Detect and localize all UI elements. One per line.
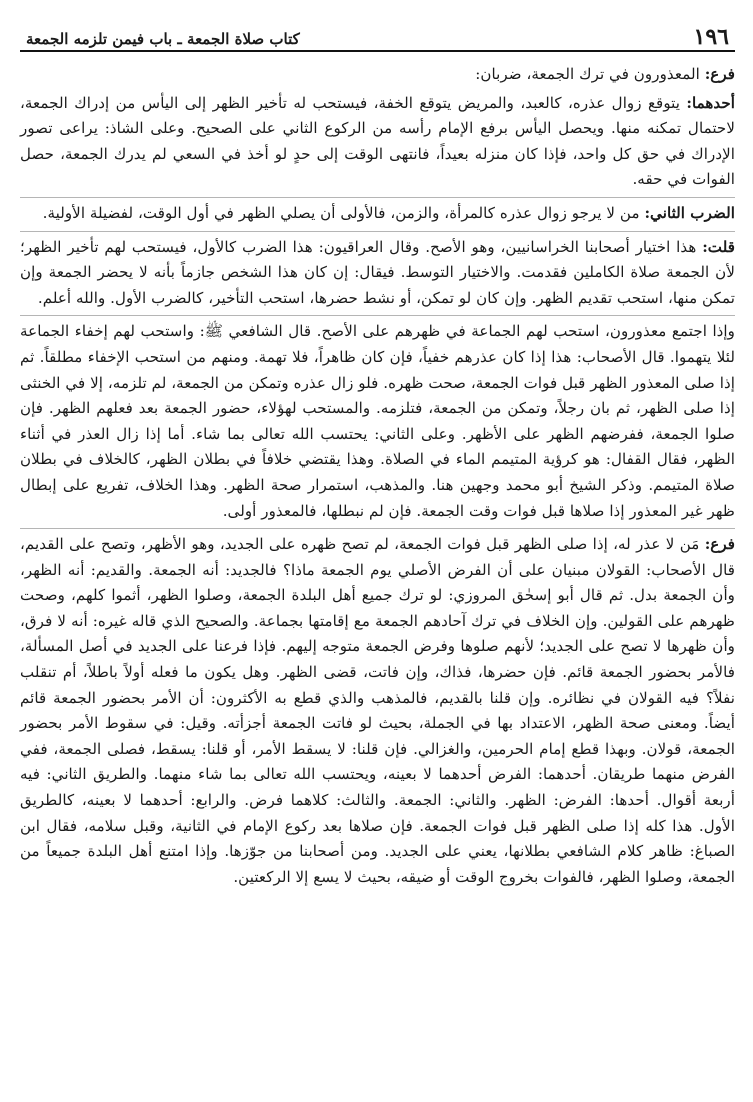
book-page — [20, 22, 735, 1082]
paragraph-text: من لا يرجو زوال عذره كالمرأة، والزمن، فالأولى أن يصلي الظهر في أول الوقت، لفضيلة الأولية. — [42, 203, 645, 222]
paragraph-qultu — [20, 235, 735, 312]
paragraph-divider — [20, 528, 735, 529]
running-header — [20, 22, 735, 52]
paragraph-text: وإذا اجتمع معذورون، استحب لهم الجماعة في ظهرهم على الأصح. قال الشافعي ﷺ: واستحب لهم إخفاء الجماعة لئلا يتهموا. قال الأصحاب: هذا إذا كان عذرهم خفياً، فإن كان ظاهراً، فلا تهمة. ومنهم من استحب الإخفاء مطلقاً. ثم إذا صلى المعذور الظهر قبل فوات الجمعة، صحت ظهره. فلو زال عذره وتمكن من الجمعة، لم تلزمه، إلا في الخنثى إذا صلى الظهر، ثم بان رجلاً، وتمكن من الجمعة، فتلزمه. والمستحب لهؤلاء، حضور الجمعة بعد فعلهم الظهر. فإن صلوا الجمعة، ففرضهم الظهر على الأظهر. وعلى الثاني: يحتسب الله تعالى بما شاء. أما إذا زال العذر في أثناء الظهر، فقال القفال: هو كرؤية المتيمم الماء في الصلاة. وهذا يقتضي خلافاً في بطلان الظهر، كالخلاف في بطلان صلاة المتيمم. وذكر الشيخ أبو محمد وجهين هنا. والمذهب، استمرار صحة الظهر. وهذا الخلاف، تفريع على إبطال ظهر غير المعذور إذا صلاها قبل فوات وقت الجمعة. فإن لم نبطلها، فالمعذور أولى. — [20, 322, 735, 520]
paragraph-text: مَن لا عذر له، إذا صلى الظهر قبل فوات الجمعة، لم تصح ظهره على الجديد، وهو الأظهر، وتصح على القديم، قال الأصحاب: القولان مبنيان على أن الفرض الأصلي يوم الجمعة ماذا؟ فالجديد: أنه الجمعة. والقديم: أنه الظهر، وأن الجمعة بدل. ثم قال أبو إسحٰق المروزي: لو ترك جميع أهل البلدة الجمعة، وصلوا الظهر، أثموا كلهم، وصحت ظهرهم على القولين. وإن الخلاف في ترك آحادهم الجمعة مع إقامتها بجماعة. والصحيح الذي قاله غيره: أنه لا فرق، وأن ظهرها لا تصح على الجديد؛ لأنهم صلوها وفرض الجمعة متوجه إليهم. فإذا فرعنا على الجديد في أصل المسألة، فالأمر بحضور الجمعة قائم. فإن حضرها، فذاك، وإن فاتت، قضى الظهر. وهل يكون ما فعله أولاً باطلاً، أم تنقلب نفلاً؟ فيه القولان في نظائره. وإن قلنا بالقديم، فالمذهب والذي قطع به الأكثرون: أن الأمر بحضور الجمعة قائم أيضاً. ومعنى صحة الظهر، الاعتداد بها في الجملة، بحيث لو فاتت الجمعة أجزأته. وقيل: في سقوط الأمر بحضور الجمعة، قولان. وبهذا قطع إمام الحرمين، والغزالي. فإن قلنا: لا يسقط الأمر، أو قلنا: يسقط، فصلى الجمعة، ففي الفرض منهما طريقان. أحدهما: الفرض أحدهما لا بعينه، ويحتسب الله تعالى بما شاء منهما. والطريق الثاني: فيه أربعة أقوال. أحدها: الفرض: الظهر. والثاني: الجمعة. والثالث: كلاهما فرض. والرابع: أحدهما لا بعينه، كالطريق الأول. هذا كله إذا صلى الظهر قبل فوات الجمعة. فإن صلاها بعد ركوع الإمام في الثانية، وقبل سلامه، فقال ابن الصباغ: ظاهر كلام الشافعي بطلانها، يعني على الجديد. ومن أصحابنا من جوّزها. وإذا امتنع أهل البلدة جميعاً من الجمعة، وصلوا الظهر، فالفوات بخروج الوقت أو ضيقه، بحيث لا يسع إلا الركعتين. — [20, 535, 735, 886]
paragraph-label: فرع: — [704, 535, 735, 554]
page-number: ١٩٦ — [693, 24, 729, 50]
paragraph-label: الضرب الثاني: — [644, 203, 735, 222]
paragraph-divider — [20, 315, 735, 316]
page-body — [20, 62, 735, 890]
paragraph-label: أحدهما: — [686, 93, 735, 112]
paragraph-first-category — [20, 91, 735, 193]
paragraph-divider — [20, 231, 735, 232]
paragraph-far-no-excuse — [20, 532, 735, 890]
paragraph-second-category — [20, 201, 735, 227]
paragraph-text: يتوقع زوال عذره، كالعبد، والمريض يتوقع الخفة، فيستحب له تأخير الظهر إلى اليأس من إدراك الجمعة، لاحتمال تمكنه منها. ويحصل اليأس برفع الإمام رأسه من الركوع الثاني على الصحيح. وعلى الشاذ: يراعى تصور الإدراك في حق كل واحد، فإذا كان منزله بعيداً، فانتهى الوقت إلى حدٍ لو أخذ في السعي لم يدرك الجمعة، حصل الفوات في حقه. — [20, 93, 735, 189]
paragraph-divider — [20, 197, 735, 198]
running-title: كتاب صلاة الجمعة ـ باب فيمن تلزمه الجمعة — [26, 30, 300, 48]
paragraph-text: هذا اختيار أصحابنا الخراسانيين، وهو الأصح. وقال العراقيون: هذا الضرب كالأول، فيستحب لهم تأخير الظهر؛ لأن الجمعة صلاة الكاملين فقدمت. والاختيار التوسط. فيقال: إن كان هذا الشخص جازماً بأنه لا يحضر الجمعة وإن تمكن منها، استحب تقديم الظهر. وإن كان لو تمكن، أو نشط حضرها، استحب التأخير، كالضرب الأول. والله أعلم. — [20, 237, 735, 307]
paragraph-group-prayer — [20, 319, 735, 524]
paragraph-label: فرع: — [704, 65, 735, 83]
paragraph-far-intro — [20, 62, 735, 88]
paragraph-text: المعذورون في ترك الجمعة، ضربان: — [475, 65, 705, 83]
paragraph-label: قلت: — [702, 237, 735, 256]
